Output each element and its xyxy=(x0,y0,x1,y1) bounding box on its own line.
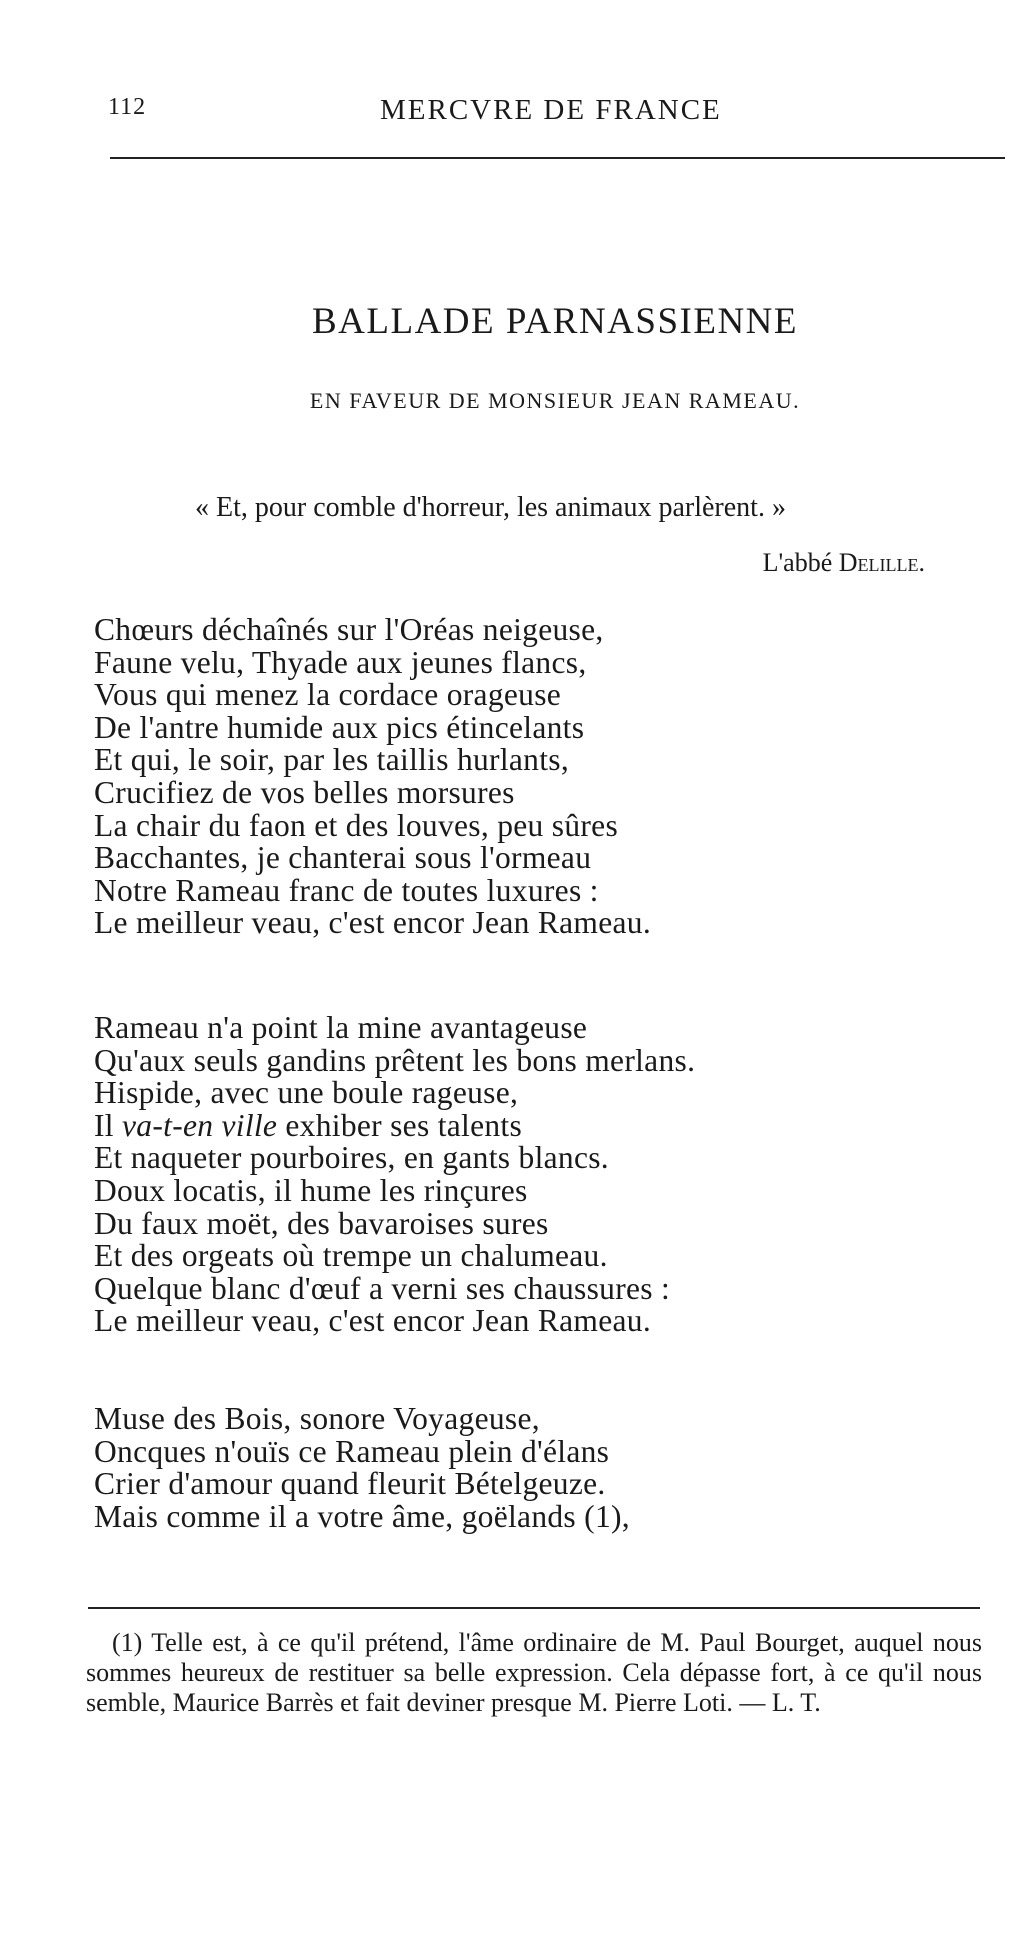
epigraph: « Et, pour comble d'horreur, les animaux parlèrent. » xyxy=(195,492,786,523)
verse-line: Et naqueter pourboires, en gants blancs. xyxy=(94,1140,609,1176)
header-rule xyxy=(110,157,1005,159)
epigraph-attribution-name: Delille. xyxy=(838,548,925,577)
verse-line: Le meilleur veau, c'est encor Jean Rameau. xyxy=(94,1303,652,1339)
verse-line-italic: va-t-en ville xyxy=(122,1107,278,1143)
verse-line: Faune velu, Thyade aux jeunes flancs, xyxy=(94,644,587,680)
verse-line: La chair du faon et des louves, peu sûres xyxy=(94,807,619,843)
verse-line: Bacchantes, je chanterai sous l'ormeau xyxy=(94,840,592,876)
verse-line: Doux locatis, il hume les rinçures xyxy=(94,1172,528,1208)
verse-line: Le meilleur veau, c'est encor Jean Rameau. xyxy=(94,905,652,941)
stanza-2 xyxy=(94,1012,695,1338)
verse-line: De l'antre humide aux pics étincelants xyxy=(94,709,585,745)
verse-line: Oncques n'ouïs ce Rameau plein d'élans xyxy=(94,1433,610,1469)
journal-title: MERCVRE DE FRANCE xyxy=(380,94,722,126)
epigraph-attribution xyxy=(763,548,925,578)
verse-line: Notre Rameau franc de toutes luxures : xyxy=(94,872,599,908)
verse-line: Et qui, le soir, par les taillis hurlants, xyxy=(94,742,570,778)
page-number: 112 xyxy=(108,94,147,120)
verse-line: Crucifiez de vos belles morsures xyxy=(94,774,515,810)
poem-title: BALLADE PARNASSIENNE xyxy=(311,301,799,342)
verse-line: Quelque blanc d'œuf a verni ses chaussures : xyxy=(94,1270,671,1306)
verse-line: Chœurs déchaînés sur l'Oréas neigeuse, xyxy=(94,612,604,647)
footnote: (1) Telle est, à ce qu'il prétend, l'âme ordinaire de M. Paul Bourget, auquel nous sommes heureux de restituer sa belle expression. Cela dépasse fort, à ce qu'il nous semble, Maurice Barrès et fait deviner presque M. Pierre Loti. — L. T. xyxy=(86,1628,982,1717)
footnote-rule xyxy=(88,1607,980,1609)
verse-line: Muse des Bois, sonore Voyageuse, xyxy=(94,1401,540,1436)
verse-line xyxy=(94,1107,695,1143)
verse-line-suffix: exhiber ses talents xyxy=(277,1107,523,1143)
verse-line: Du faux moët, des bavaroises sures xyxy=(94,1205,549,1241)
epigraph-attribution-prefix: L'abbé xyxy=(762,548,839,577)
verse-line: Hispide, avec une boule rageuse, xyxy=(94,1075,519,1111)
verse-line-prefix: Il xyxy=(94,1107,123,1143)
stanza-3 xyxy=(94,1403,630,1533)
running-head xyxy=(108,94,1008,134)
verse-line: Rameau n'a point la mine avantageuse xyxy=(94,1010,588,1045)
poem-subtitle: EN FAVEUR DE MONSIEUR JEAN RAMEAU. xyxy=(309,388,801,413)
verse-line: Vous qui menez la cordace orageuse xyxy=(94,677,562,713)
verse-line: Et des orgeats où trempe un chalumeau. xyxy=(94,1238,608,1274)
verse-line: Qu'aux seuls gandins prêtent les bons merlans. xyxy=(94,1042,696,1078)
verse-line: Mais comme il a votre âme, goëlands (1), xyxy=(94,1498,630,1534)
stanza-1 xyxy=(94,614,651,940)
verse-line: Crier d'amour quand fleurit Bételgeuze. xyxy=(94,1466,606,1502)
